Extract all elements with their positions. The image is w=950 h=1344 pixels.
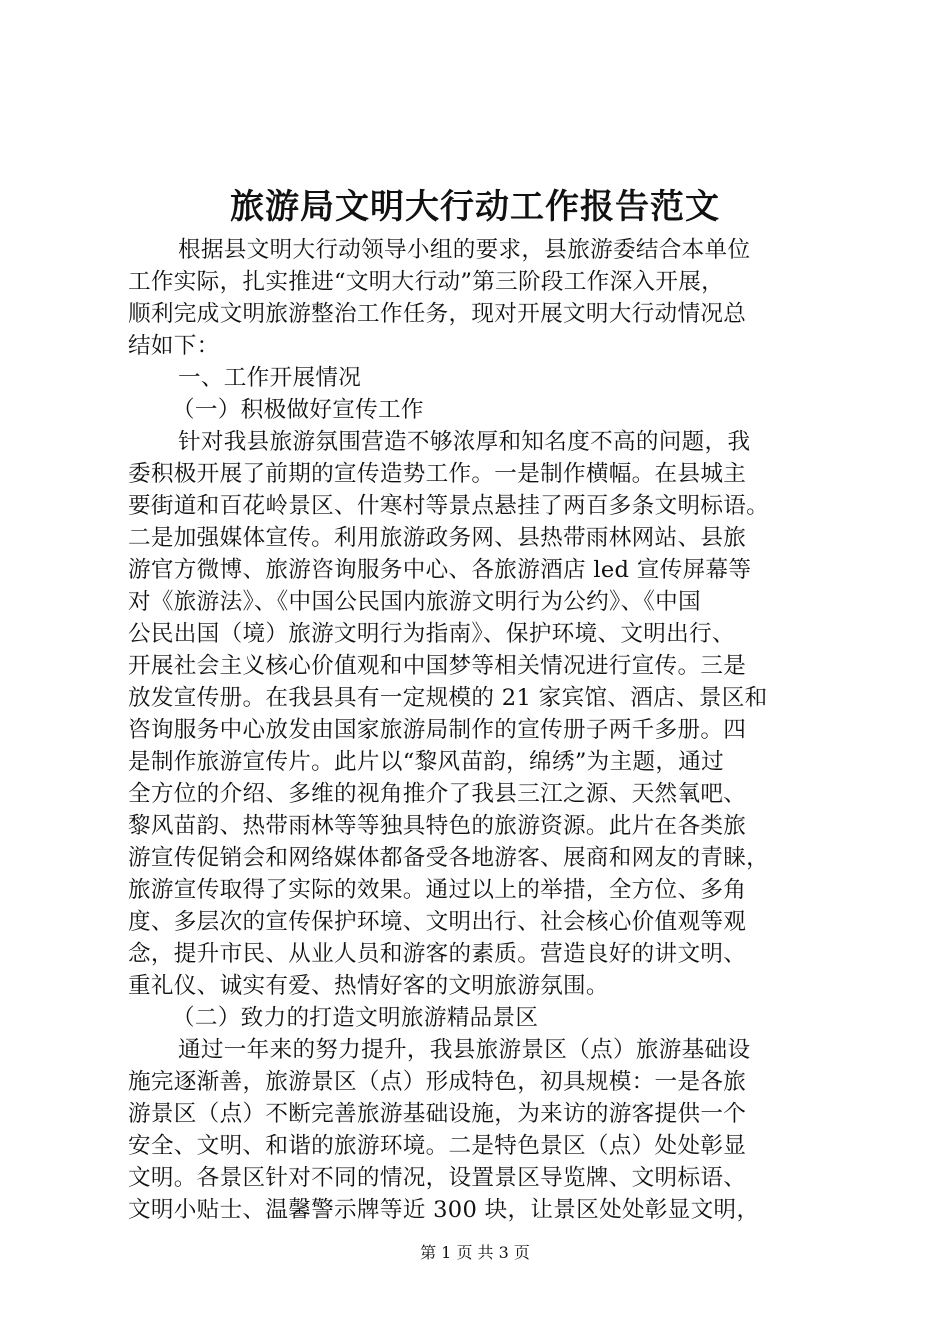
paragraph-line: 重礼仪、诚实有爱、热情好客的文明旅游氛围。 (128, 973, 609, 999)
document-title: 旅游局文明大行动工作报告范文 (230, 187, 720, 227)
paragraph-line: 根据县文明大行动领导小组的要求，县旅游委结合本单位 (178, 237, 751, 263)
paragraph-line: 要街道和百花岭景区、什寒村等景点悬挂了两百多条文明标语。 (128, 493, 770, 519)
page-number-footer: 第 1 页 共 3 页 (420, 1243, 530, 1262)
paragraph-line: 针对我县旅游氛围营造不够浓厚和知名度不高的问题，我 (178, 429, 751, 455)
paragraph-line: 公民出国（境）旅游文明行为指南》、保护环境、文明出行、 (128, 621, 735, 647)
paragraph-line: 度、多层次的宣传保护环境、文明出行、社会核心价值观等观 (128, 909, 747, 935)
section-heading: 一、工作开展情况 (178, 365, 362, 391)
paragraph-line: 文明小贴士、温馨警示牌等近 300 块，让景区处处彰显文明， (128, 1197, 760, 1223)
paragraph-line: 念，提升市民、从业人员和游客的素质。营造良好的讲文明、 (128, 941, 747, 967)
paragraph-line: 游宣传促销会和网络媒体都备受各地游客、展商和网友的青睐， (128, 845, 770, 871)
paragraph-line: 游官方微博、旅游咨询服务中心、各旅游酒店 led 宣传屏幕等 (128, 557, 752, 583)
paragraph-line: 开展社会主义核心价值观和中国梦等相关情况进行宣传。三是 (128, 653, 747, 679)
paragraph-line: 安全、文明、和谐的旅游环境。二是特色景区（点）处处彰显 (128, 1133, 747, 1159)
paragraph-line: 结如下： (128, 333, 220, 359)
document-body (128, 234, 828, 1226)
paragraph-line: 通过一年来的努力提升，我县旅游景区（点）旅游基础设 (178, 1037, 751, 1063)
paragraph-line: 施完逐渐善，旅游景区（点）形成特色，初具规模：一是各旅 (128, 1069, 747, 1095)
subsection-heading: （一）积极做好宣传工作 (172, 397, 424, 423)
subsection-heading: （二）致力的打造文明旅游精品景区 (172, 1005, 539, 1031)
paragraph-line: 黎风苗韵、热带雨林等等独具特色的旅游资源。此片在各类旅 (128, 813, 747, 839)
paragraph-line: 文明。各景区针对不同的情况，设置景区导览牌、文明标语、 (128, 1165, 747, 1191)
paragraph-line: 全方位的介绍、多维的视角推介了我县三江之源、天然氧吧、 (128, 781, 747, 807)
paragraph-line: 委积极开展了前期的宣传造势工作。一是制作横幅。在县城主 (128, 461, 747, 487)
paragraph-line: 二是加强媒体宣传。利用旅游政务网、县热带雨林网站、县旅 (128, 525, 747, 551)
paragraph-line: 是制作旅游宣传片。此片以“黎风苗韵，绵绣”为主题，通过 (128, 749, 725, 775)
paragraph-line: 旅游宣传取得了实际的效果。通过以上的举措，全方位、多角 (128, 877, 747, 903)
paragraph-line: 工作实际，扎实推进“文明大行动”第三阶段工作深入开展， (128, 269, 725, 295)
paragraph-line: 游景区（点）不断完善旅游基础设施，为来访的游客提供一个 (128, 1101, 747, 1127)
paragraph-line: 放发宣传册。在我县具有一定规模的 21 家宾馆、酒店、景区和 (128, 685, 768, 711)
paragraph-line: 咨询服务中心放发由国家旅游局制作的宣传册子两千多册。四 (128, 717, 747, 743)
paragraph-line: 对《旅游法》、《中国公民国内旅游文明行为公约》、《中国 (128, 589, 701, 615)
paragraph-line: 顺利完成文明旅游整治工作任务，现对开展文明大行动情况总 (128, 301, 747, 327)
